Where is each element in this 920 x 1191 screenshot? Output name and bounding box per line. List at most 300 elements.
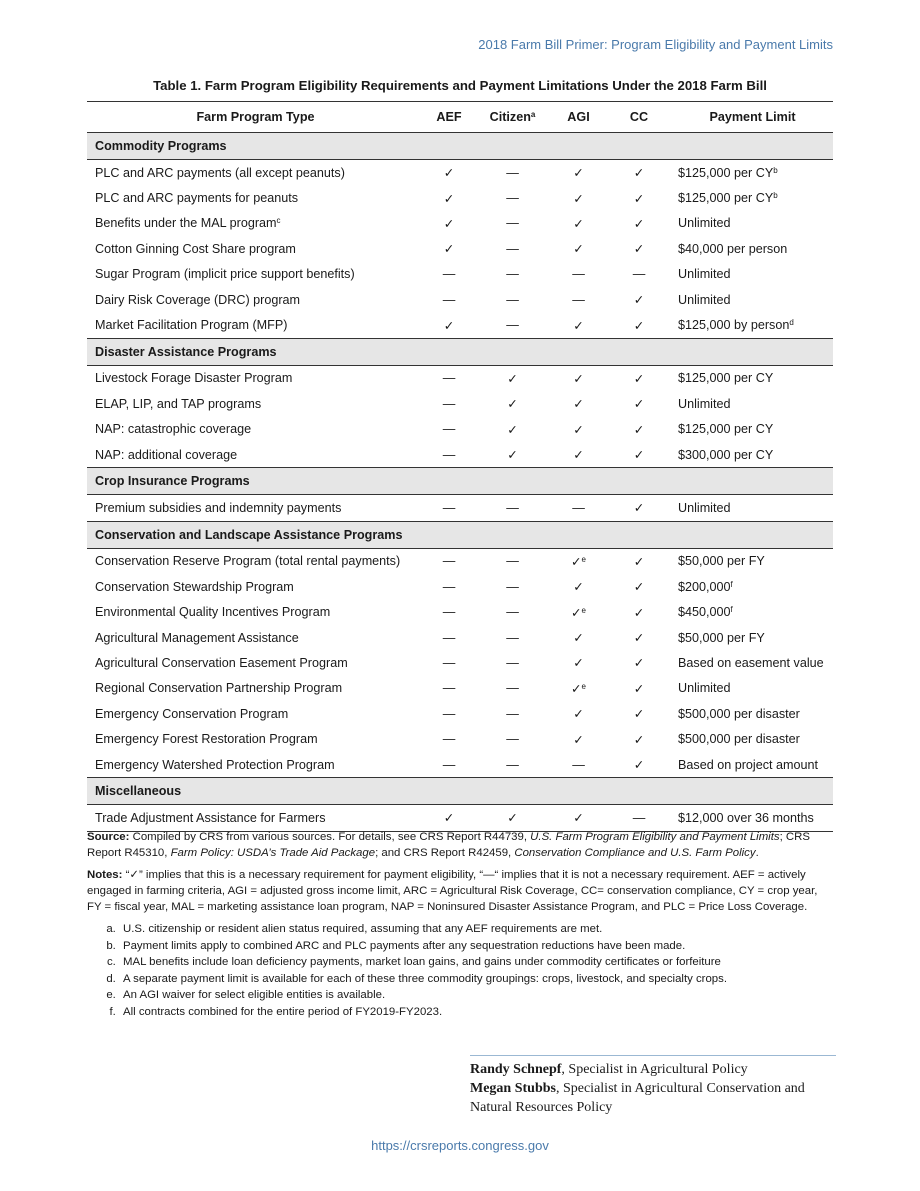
- payment-limit: [672, 312, 833, 338]
- col-header-citizen-label: Citizen: [489, 110, 531, 124]
- program-name: [87, 726, 424, 751]
- aef-mark: [424, 574, 474, 599]
- cc-mark: [606, 287, 672, 312]
- citizen-mark-text: —: [506, 757, 519, 772]
- agi-mark-text: ✓: [570, 554, 582, 569]
- aef-mark: [424, 287, 474, 312]
- program-name: [87, 211, 424, 236]
- table-row: [87, 676, 833, 701]
- aef-mark: [424, 650, 474, 675]
- agi-mark: [551, 495, 606, 521]
- source-text-segment: ; and CRS Report R42459,: [375, 847, 515, 859]
- agi-mark-text: ✓: [573, 580, 584, 595]
- payment-limit: [672, 574, 833, 599]
- program-name-text: Dairy Risk Coverage (DRC) program: [95, 292, 301, 307]
- aef-mark: [424, 262, 474, 287]
- agi-mark: [551, 391, 606, 416]
- payment-limit-text: $50,000 per FY: [678, 630, 765, 645]
- payment-limit-text: Based on easement value: [678, 655, 824, 670]
- citizen-mark-text: —: [506, 732, 519, 747]
- payment-limit: [672, 287, 833, 312]
- cc-mark-text: ✓: [633, 501, 645, 516]
- citizen-mark-text: ✓: [507, 371, 518, 386]
- payment-limit-text: $40,000 per person: [678, 241, 788, 256]
- payment-limit-text: Unlimited: [678, 500, 731, 515]
- cc-mark: [606, 236, 672, 261]
- cc-mark-text: ✓: [633, 448, 645, 463]
- payment-limit: [672, 548, 833, 574]
- payment-limit-text: $500,000 per disaster: [678, 706, 800, 721]
- agi-mark-text: ✓: [570, 681, 582, 696]
- table-row: [87, 185, 833, 210]
- footnote-item: f. All contracts combined for the entire period of FY2019-FY2023.: [119, 1004, 833, 1021]
- table-row: [87, 548, 833, 574]
- program-name-text: Livestock Forage Disaster Program: [95, 371, 293, 386]
- citizen-mark: [474, 211, 551, 236]
- aef-mark-text: ✓: [443, 191, 455, 206]
- citizen-mark-text: —: [506, 216, 519, 231]
- program-name: [87, 495, 424, 521]
- table-row: [87, 752, 833, 778]
- aef-mark-text: —: [442, 655, 456, 670]
- citizen-mark: [474, 236, 551, 261]
- source-report-title: U.S. Farm Program Eligibility and Payment Limits: [530, 831, 780, 843]
- payment-limit-text: Unlimited: [678, 216, 731, 231]
- payment-limit: [672, 160, 833, 186]
- program-name: [87, 752, 424, 778]
- agi-mark-text: ✓: [573, 191, 584, 206]
- cc-mark: [606, 442, 672, 468]
- agi-mark: [551, 625, 606, 650]
- payment-limit-text: $125,000 per CY: [678, 422, 774, 437]
- group-header-row: [87, 338, 833, 365]
- program-name: [87, 574, 424, 599]
- agi-mark-text: ✓: [573, 242, 584, 257]
- agi-mark: [551, 211, 606, 236]
- table-row: [87, 574, 833, 599]
- citizen-mark: [474, 752, 551, 778]
- citizen-mark: [474, 726, 551, 751]
- citizen-mark-text: —: [506, 554, 519, 569]
- cc-mark-text: ✓: [633, 605, 645, 620]
- program-name-text: Benefits under the MAL program: [95, 216, 277, 231]
- table-row: [87, 365, 833, 391]
- program-name: [87, 262, 424, 287]
- cc-mark-text: ✓: [633, 681, 645, 696]
- citizen-mark-text: —: [506, 706, 519, 721]
- citizen-mark: [474, 574, 551, 599]
- agi-mark-text: ✓: [573, 422, 584, 437]
- footnote-list: [87, 921, 833, 1020]
- citizen-mark: [474, 625, 551, 650]
- citizen-mark-text: —: [506, 579, 519, 594]
- col-header-payment-limit: Payment Limit: [672, 102, 833, 133]
- agi-mark-text: ✓: [573, 318, 584, 333]
- agi-mark-text: —: [572, 292, 585, 307]
- aef-mark-text: —: [442, 706, 456, 721]
- cc-mark: [606, 548, 672, 574]
- author-title: , Specialist in Agricultural Conservation and Natural Resources Policy: [470, 1081, 805, 1115]
- footnote-ref: a: [530, 110, 536, 119]
- citizen-mark-text: —: [506, 500, 519, 515]
- cc-mark-text: —: [632, 810, 646, 825]
- group-heading: Commodity Programs: [87, 133, 833, 160]
- aef-mark: [424, 312, 474, 338]
- cc-mark: [606, 312, 672, 338]
- payment-limit-text: $450,000: [678, 605, 731, 620]
- table-row: [87, 726, 833, 751]
- aef-mark: [424, 805, 474, 831]
- cc-mark: [606, 262, 672, 287]
- agi-mark: [551, 417, 606, 442]
- cc-mark: [606, 625, 672, 650]
- payment-limit-text: Unlimited: [678, 292, 731, 307]
- footnote-item: d. A separate payment limit is available for each of these three commodity groupings: crops, livestock, and specialty crops.: [119, 971, 833, 988]
- cc-mark-text: ✓: [633, 166, 645, 181]
- footnote-ref: e: [581, 554, 586, 564]
- payment-limit-text: $125,000 per CY: [678, 371, 774, 386]
- program-name-text: Emergency Forest Restoration Program: [95, 732, 318, 747]
- payment-limit: [672, 185, 833, 210]
- table-title: Table 1. Farm Program Eligibility Requirements and Payment Limitations Under the 2018 Farm Bill: [153, 78, 767, 93]
- payment-limit: [672, 417, 833, 442]
- agi-mark: [551, 650, 606, 675]
- cc-mark-text: ✓: [633, 707, 645, 722]
- agi-mark-text: —: [572, 500, 585, 515]
- citizen-mark-text: ✓: [507, 448, 518, 463]
- cc-mark: [606, 701, 672, 726]
- payment-limit: [672, 262, 833, 287]
- cc-mark-text: ✓: [633, 191, 645, 206]
- running-header: 2018 Farm Bill Primer: Program Eligibility and Payment Limits: [478, 37, 833, 52]
- author-title: , Specialist in Agricultural Policy: [561, 1062, 748, 1077]
- program-name-text: Premium subsidies and indemnity payments: [95, 500, 342, 515]
- aef-mark: [424, 211, 474, 236]
- group-header-row: [87, 133, 833, 160]
- citizen-mark-text: —: [506, 267, 519, 282]
- program-name: [87, 391, 424, 416]
- table-body: [87, 133, 833, 832]
- source-text-segment: Compiled by CRS from various sources. For details, see CRS Report R44739,: [132, 831, 531, 843]
- aef-mark-text: —: [442, 292, 456, 307]
- citizen-mark-text: ✓: [507, 397, 518, 412]
- notes-section: [87, 829, 833, 1020]
- footnote-ref: c: [276, 216, 281, 226]
- aef-mark: [424, 417, 474, 442]
- footnote-ref: f: [730, 605, 733, 615]
- cc-mark: [606, 650, 672, 675]
- citizen-mark: [474, 287, 551, 312]
- table-row: [87, 805, 833, 831]
- program-name-text: NAP: additional coverage: [95, 447, 238, 462]
- source-note: [87, 829, 833, 861]
- citizen-mark: [474, 805, 551, 831]
- agi-mark: [551, 599, 606, 624]
- footnote-ref: b: [773, 165, 778, 175]
- aef-mark-text: —: [442, 681, 456, 696]
- program-name-text: Agricultural Conservation Easement Program: [95, 655, 348, 670]
- source-report-title: Conservation Compliance and U.S. Farm Policy: [514, 847, 756, 859]
- group-header-row: [87, 778, 833, 805]
- citizen-mark-text: —: [506, 630, 519, 645]
- table-row: [87, 599, 833, 624]
- table-row: [87, 160, 833, 186]
- aef-mark-text: ✓: [443, 166, 455, 181]
- table-row: [87, 625, 833, 650]
- program-name-text: Sugar Program (implicit price support benefits): [95, 267, 355, 282]
- payment-limit: [672, 365, 833, 391]
- agi-mark-text: ✓: [573, 448, 584, 463]
- source-report-title: Farm Policy: USDA’s Trade Aid Package: [170, 847, 376, 859]
- group-heading: Conservation and Landscape Assistance Programs: [87, 521, 833, 548]
- cc-mark: [606, 211, 672, 236]
- aef-mark-text: —: [442, 422, 456, 437]
- footnote-ref: e: [581, 681, 586, 691]
- citizen-mark-text: ✓: [507, 811, 518, 826]
- footnote-item: a. U.S. citizenship or resident alien status required, assuming that any AEF requirements are met.: [119, 921, 833, 938]
- citizen-mark: [474, 160, 551, 186]
- program-name: [87, 650, 424, 675]
- author-name: Randy Schnepf: [470, 1062, 562, 1077]
- cc-mark-text: ✓: [633, 631, 645, 646]
- citizen-mark: [474, 417, 551, 442]
- payment-limit: [672, 625, 833, 650]
- agi-mark: [551, 805, 606, 831]
- aef-mark: [424, 365, 474, 391]
- cc-mark-text: ✓: [633, 318, 645, 333]
- author-line: [470, 1060, 836, 1079]
- cc-mark-text: ✓: [633, 293, 645, 308]
- table-row: [87, 701, 833, 726]
- footer-url-link[interactable]: https://crsreports.congress.gov: [371, 1138, 549, 1153]
- program-name-text: Trade Adjustment Assistance for Farmers: [95, 810, 326, 825]
- citizen-mark: [474, 442, 551, 468]
- source-text-segment: ; CRS Report R45310,: [87, 831, 810, 859]
- table-row: [87, 287, 833, 312]
- agi-mark: [551, 312, 606, 338]
- footnote-ref: b: [773, 191, 778, 201]
- aef-mark-text: —: [442, 579, 456, 594]
- program-name-text: Regional Conservation Partnership Program: [95, 681, 343, 696]
- program-name: [87, 365, 424, 391]
- agi-mark-text: —: [572, 267, 585, 282]
- aef-mark-text: —: [442, 447, 456, 462]
- agi-mark-text: ✓: [573, 656, 584, 671]
- agi-mark-text: ✓: [573, 631, 584, 646]
- program-name-text: Environmental Quality Incentives Program: [95, 605, 331, 620]
- aef-mark-text: —: [442, 396, 456, 411]
- payment-limit-text: $50,000 per FY: [678, 554, 765, 569]
- footnote-item: e. An AGI waiver for select eligible entities is available.: [119, 987, 833, 1004]
- cc-mark-text: ✓: [633, 216, 645, 231]
- payment-limit: [672, 495, 833, 521]
- agi-mark-text: ✓: [570, 605, 582, 620]
- program-name-text: Emergency Watershed Protection Program: [95, 757, 335, 772]
- payment-limit-text: $500,000 per disaster: [678, 732, 800, 747]
- program-name: [87, 676, 424, 701]
- citizen-mark-text: —: [506, 681, 519, 696]
- group-heading: Miscellaneous: [87, 778, 833, 805]
- agi-mark-text: ✓: [573, 397, 584, 412]
- citizen-mark-text: —: [506, 292, 519, 307]
- aef-mark-text: ✓: [443, 318, 455, 333]
- cc-mark: [606, 365, 672, 391]
- table-row: [87, 650, 833, 675]
- col-header-program-type: Farm Program Type: [87, 102, 424, 133]
- program-name-text: ELAP, LIP, and TAP programs: [95, 396, 262, 411]
- citizen-mark: [474, 548, 551, 574]
- agi-mark-text: ✓: [573, 732, 584, 747]
- group-header-row: [87, 468, 833, 495]
- program-name: [87, 287, 424, 312]
- payment-limit: [672, 752, 833, 778]
- aef-mark: [424, 495, 474, 521]
- group-header-row: [87, 521, 833, 548]
- citizen-mark-text: —: [506, 605, 519, 620]
- table-header-row: [87, 102, 833, 133]
- payment-limit: [672, 805, 833, 831]
- agi-mark: [551, 160, 606, 186]
- citizen-mark: [474, 365, 551, 391]
- group-heading: Disaster Assistance Programs: [87, 338, 833, 365]
- aef-mark: [424, 726, 474, 751]
- payment-limit-text: Unlimited: [678, 681, 731, 696]
- program-name-text: Emergency Conservation Program: [95, 706, 289, 721]
- table-row: [87, 211, 833, 236]
- citizen-mark-text: —: [506, 241, 519, 256]
- cc-mark-text: ✓: [633, 397, 645, 412]
- cc-mark: [606, 676, 672, 701]
- payment-limit-text: Unlimited: [678, 267, 731, 282]
- group-heading: Crop Insurance Programs: [87, 468, 833, 495]
- footnote-item: b. Payment limits apply to combined ARC and PLC payments after any sequestration reductions have been made.: [119, 938, 833, 955]
- agi-mark: [551, 701, 606, 726]
- agi-mark-text: ✓: [573, 166, 584, 181]
- aef-mark: [424, 185, 474, 210]
- cc-mark: [606, 185, 672, 210]
- payment-limit: [672, 599, 833, 624]
- agi-mark-text: ✓: [573, 371, 584, 386]
- cc-mark: [606, 599, 672, 624]
- citizen-mark: [474, 599, 551, 624]
- program-name-text: NAP: catastrophic coverage: [95, 422, 252, 437]
- payment-limit: [672, 211, 833, 236]
- cc-mark-text: —: [632, 267, 646, 282]
- cc-mark: [606, 574, 672, 599]
- payment-limit-text: Unlimited: [678, 396, 731, 411]
- aef-mark: [424, 391, 474, 416]
- aef-mark-text: —: [442, 371, 456, 386]
- notes-paragraph: [87, 867, 833, 915]
- payment-limit: [672, 391, 833, 416]
- col-header-agi: AGI: [551, 102, 606, 133]
- source-text: [87, 831, 810, 859]
- payment-limit-text: $12,000 over 36 months: [678, 810, 814, 825]
- agi-mark: [551, 365, 606, 391]
- cc-mark-text: ✓: [633, 758, 645, 772]
- source-text-segment: .: [755, 847, 759, 859]
- cc-mark: [606, 752, 672, 778]
- program-name-text: Conservation Stewardship Program: [95, 579, 294, 594]
- citizen-mark: [474, 650, 551, 675]
- aef-mark: [424, 160, 474, 186]
- program-name-text: PLC and ARC payments for peanuts: [95, 191, 299, 206]
- program-name-text: Conservation Reserve Program (total rental payments): [95, 554, 401, 569]
- eligibility-table: [87, 101, 833, 832]
- table-row: [87, 417, 833, 442]
- program-name: [87, 236, 424, 261]
- aef-mark: [424, 752, 474, 778]
- col-header-citizen: [474, 102, 551, 133]
- cc-mark-text: ✓: [633, 580, 645, 595]
- citizen-mark-text: ✓: [507, 422, 518, 437]
- footnote-ref: f: [730, 579, 733, 589]
- program-name: [87, 548, 424, 574]
- agi-mark: [551, 548, 606, 574]
- cc-mark: [606, 805, 672, 831]
- citizen-mark: [474, 701, 551, 726]
- payment-limit-text: $125,000 per CY: [678, 165, 774, 180]
- agi-mark: [551, 676, 606, 701]
- aef-mark: [424, 625, 474, 650]
- agi-mark-text: ✓: [573, 707, 584, 722]
- payment-limit: [672, 701, 833, 726]
- author-block: [470, 1055, 836, 1117]
- program-name: [87, 417, 424, 442]
- aef-mark-text: —: [442, 500, 456, 515]
- citizen-mark: [474, 676, 551, 701]
- cc-mark: [606, 726, 672, 751]
- cc-mark: [606, 160, 672, 186]
- payment-limit-text: $200,000: [678, 579, 731, 594]
- program-name: [87, 599, 424, 624]
- cc-mark-text: ✓: [633, 242, 645, 257]
- agi-mark-text: ✓: [573, 811, 584, 826]
- payment-limit-text: $300,000 per CY: [678, 447, 774, 462]
- agi-mark: [551, 185, 606, 210]
- payment-limit: [672, 442, 833, 468]
- cc-mark: [606, 417, 672, 442]
- cc-mark-text: ✓: [633, 371, 645, 386]
- cc-mark: [606, 495, 672, 521]
- agi-mark-text: ✓: [573, 216, 584, 231]
- agi-mark-text: —: [572, 757, 585, 772]
- citizen-mark: [474, 185, 551, 210]
- program-name: [87, 312, 424, 338]
- citizen-mark: [474, 262, 551, 287]
- table-row: [87, 236, 833, 261]
- aef-mark-text: —: [442, 267, 456, 282]
- agi-mark: [551, 574, 606, 599]
- notes-text: “✓” implies that this is a necessary requirement for payment eligibility, “—“ implies that it is not a necessary requirement. AEF = actively engaged in farming criteria, AGI = adjusted gross income limit, ARC = Agricultural Risk Coverage, CC= conservation compliance, CY = crop year, FY = fiscal year, MAL = marketing assistance loan program, NAP = Noninsured Disaster Assistance Program, and PLC = Price Loss Coverage.: [87, 869, 818, 913]
- program-name-text: PLC and ARC payments (all except peanuts): [95, 165, 345, 180]
- agi-mark: [551, 236, 606, 261]
- program-name: [87, 701, 424, 726]
- citizen-mark: [474, 312, 551, 338]
- cc-mark-text: ✓: [633, 656, 645, 671]
- author-line: [470, 1079, 836, 1117]
- table-row: [87, 262, 833, 287]
- cc-mark-text: ✓: [633, 732, 645, 747]
- agi-mark: [551, 726, 606, 751]
- footnote-item: c. MAL benefits include loan deficiency payments, market loan gains, and gains under commodity certificates or forfeiture: [119, 954, 833, 971]
- table-row: [87, 495, 833, 521]
- notes-label: Notes:: [87, 869, 123, 881]
- program-name-text: Cotton Ginning Cost Share program: [95, 241, 296, 256]
- col-header-cc: CC: [606, 102, 672, 133]
- aef-mark-text: ✓: [443, 242, 455, 257]
- author-name: Megan Stubbs: [470, 1081, 556, 1096]
